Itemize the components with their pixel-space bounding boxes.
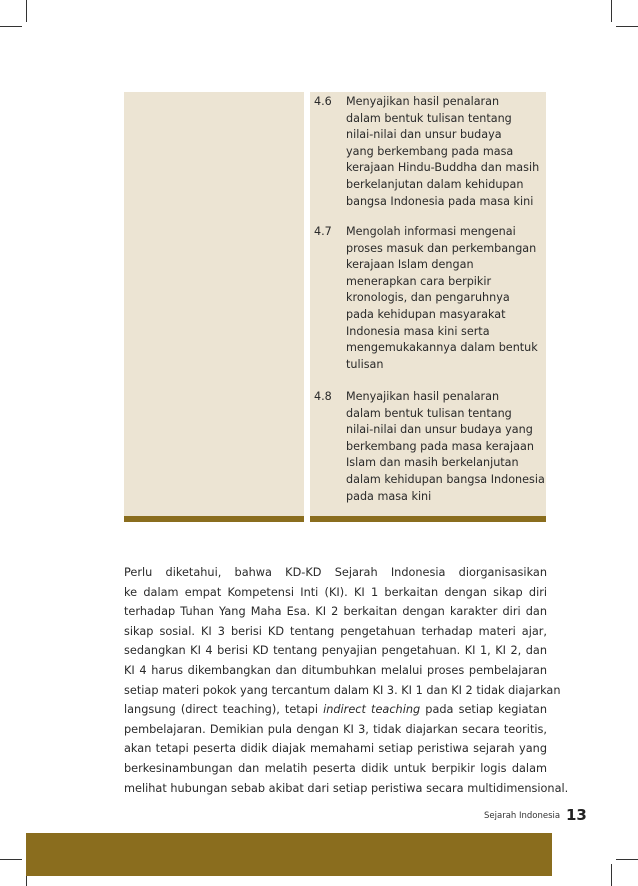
kd-line: berkelanjutan dalam kehidupan <box>346 177 524 191</box>
kd-text <box>346 224 546 373</box>
kd-line: proses masuk dan perkembangan <box>346 241 537 255</box>
kd-line: Menyajikan hasil penalaran <box>346 390 500 403</box>
kd-line: Islam dan masih berkelanjutan <box>346 456 519 470</box>
paragraph-text: langsung (direct teaching), tetapi <box>124 703 324 717</box>
paragraph-line: terhadap Tuhan Yang Maha Esa. KI 2 berkaitan dengan karakter diri dan <box>124 605 547 619</box>
kd-number: 4.8 <box>314 390 332 403</box>
paragraph-line: melihat hubungan sebab akibat dari setiap peristiwa secara multidimensional. <box>124 781 569 795</box>
body-paragraph <box>124 563 569 798</box>
paragraph-line: sikap sosial. KI 3 berisi KD tentang pengetahuan terhadap materi ajar, <box>124 624 547 638</box>
running-title: Sejarah Indonesia <box>484 811 561 821</box>
kd-line: tulisan <box>346 357 384 371</box>
kd-text <box>346 389 546 505</box>
crop-mark <box>616 26 638 27</box>
paragraph-line: akan tetapi peserta didik diajak memahami setiap peristiwa sejarah yang <box>124 742 547 756</box>
kd-line: Mengolah informasi mengenai <box>346 225 516 238</box>
kd-line: nilai-nilai dan unsur budaya <box>346 128 502 142</box>
kd-line: pada masa kini <box>346 489 432 503</box>
kd-line: nilai-nilai dan unsur budaya yang <box>346 423 533 437</box>
kd-line: kerajaan Hindu-Buddha dan masih <box>346 161 540 175</box>
paragraph-line: ke dalam empat Kompetensi Inti (KI). KI 1 berkaitan dengan sikap diri <box>124 585 547 599</box>
table-column-left <box>124 92 304 522</box>
crop-mark <box>0 859 22 860</box>
paragraph-line: setiap materi pokok yang tercantum dalam KI 3. KI 1 dan KI 2 tidak diajarkan <box>124 683 561 697</box>
kd-line: bangsa Indonesia pada masa kini <box>346 194 534 208</box>
paragraph-line: berkesinambungan dan melatih peserta didik untuk berpikir logis dalam <box>124 761 547 775</box>
kd-number: 4.7 <box>314 225 332 238</box>
kd-line: dalam bentuk tulisan tentang <box>346 406 512 420</box>
kd-text <box>346 94 546 210</box>
crop-mark <box>611 0 612 22</box>
kd-line: dalam kehidupan bangsa Indonesia <box>346 472 545 486</box>
crop-mark <box>611 864 612 886</box>
kd-line: kerajaan Islam dengan <box>346 258 474 272</box>
paragraph-line: sedangkan KI 4 berisi KD tentang penyajian pengetahuan. KI 1, KI 2, dan <box>124 644 547 658</box>
paragraph-line <box>124 700 547 720</box>
kd-line: Menyajikan hasil penalaran <box>346 95 500 108</box>
kd-line: menerapkan cara berpikir <box>346 274 492 288</box>
kd-line: berkembang pada masa kerajaan <box>346 439 534 453</box>
kd-line: dalam bentuk tulisan tentang <box>346 111 512 125</box>
column-bottom-bar <box>124 516 304 522</box>
paragraph-text: pada setiap kegiatan <box>420 703 547 717</box>
paragraph-line: KI 4 harus dikembangkan dan ditumbuhkan melalui proses pembelajaran <box>124 663 547 677</box>
footer-bar <box>26 833 552 876</box>
kd-line: mengemukakannya dalam bentuk <box>346 341 538 355</box>
kd-number: 4.6 <box>314 95 332 108</box>
kd-line: kronologis, dan pengaruhnya <box>346 291 510 305</box>
page-number: 13 <box>566 806 587 824</box>
column-bottom-bar <box>310 516 546 522</box>
italic-term: indirect teaching <box>323 703 421 717</box>
kd-line: pada kehidupan masyarakat <box>346 307 506 321</box>
paragraph-line: Perlu diketahui, bahwa KD-KD Sejarah Indonesia diorganisasikan <box>124 566 547 579</box>
paragraph-line: pembelajaran. Demikian pula dengan KI 3, tidak diajarkan secara teoritis, <box>124 722 547 736</box>
kd-line: Indonesia masa kini serta <box>346 324 490 338</box>
kd-line: yang berkembang pada masa <box>346 144 514 158</box>
crop-mark <box>616 859 638 860</box>
crop-mark <box>26 0 27 22</box>
crop-mark <box>0 26 22 27</box>
